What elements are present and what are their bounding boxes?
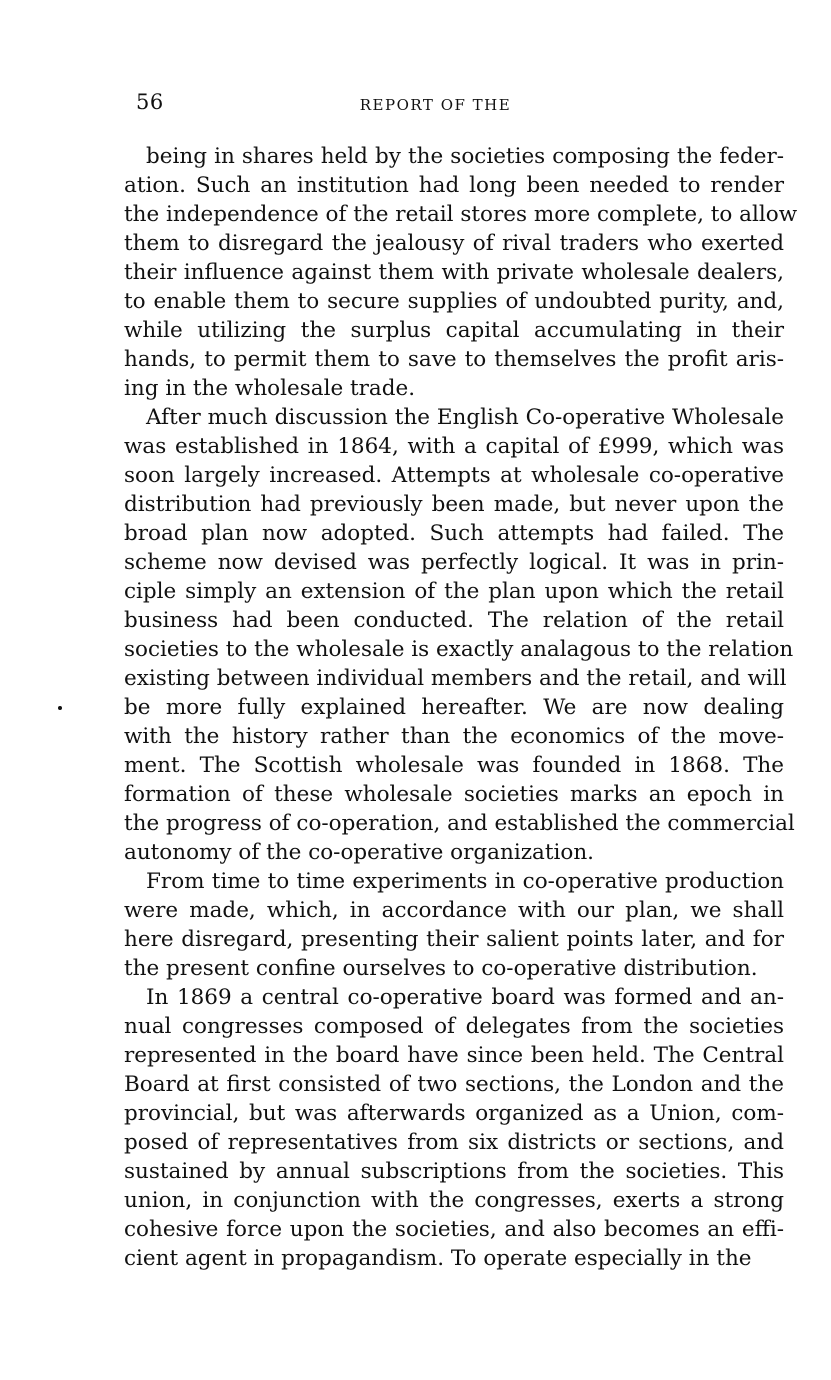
paragraph: [124, 983, 784, 1273]
paragraph: [124, 403, 795, 867]
text-line: soon largely increased. Attempts at wholesale co-operative: [124, 463, 784, 488]
text-line: here disregard, presenting their salient points later, and for: [124, 927, 784, 952]
text-line: represented in the board have since been held. The Central: [124, 1043, 784, 1068]
text-line: ment. The Scottish wholesale was founded in 1868. The: [124, 753, 784, 778]
text-line: In 1869 a central co-operative board was formed and an-: [146, 985, 784, 1010]
text-line: being in shares held by the societies composing the feder-: [146, 144, 784, 169]
text-line: business had been conducted. The relation of the retail: [124, 608, 784, 633]
text-line: be more fully explained hereafter. We are now dealing: [124, 695, 784, 720]
text-line: sustained by annual subscriptions from the societies. This: [124, 1159, 784, 1184]
text-line: were made, which, in accordance with our plan, we shall: [124, 898, 784, 923]
text-line: posed of representatives from six districts or sections, and: [124, 1130, 784, 1155]
text-line: existing between individual members and the retail, and will: [124, 666, 787, 691]
text-line: formation of these wholesale societies marks an epoch in: [124, 782, 784, 807]
paragraph: [124, 867, 784, 983]
text-line: provincial, but was afterwards organized as a Union, com-: [124, 1101, 784, 1126]
page-header: [0, 90, 831, 120]
text-line: cient agent in propagandism. To operate especially in the: [124, 1246, 752, 1271]
text-line: ation. Such an institution had long been needed to render: [124, 173, 784, 198]
text-line: the progress of co-operation, and established the commercial: [124, 811, 795, 836]
text-line: was established in 1864, with a capital of £999, which was: [124, 434, 784, 459]
text-line: ing in the wholesale trade.: [124, 376, 416, 401]
text-line: while utilizing the surplus capital accumulating in their: [124, 318, 784, 343]
stray-ink-mark: [58, 706, 62, 710]
text-line: the independence of the retail stores more complete, to allow: [124, 202, 798, 227]
text-line: union, in conjunction with the congresses, exerts a strong: [124, 1188, 784, 1213]
running-head: REPORT OF THE: [359, 96, 512, 114]
text-line: hands, to permit them to save to themselves the profit aris-: [124, 347, 784, 372]
text-line: From time to time experiments in co-operative production: [146, 869, 784, 894]
body-text: [124, 142, 798, 1273]
text-line: to enable them to secure supplies of undoubted purity, and,: [124, 289, 784, 314]
text-line: societies to the wholesale is exactly analagous to the relation: [124, 637, 794, 662]
text-line: broad plan now adopted. Such attempts had failed. The: [124, 521, 784, 546]
text-line: Board at first consisted of two sections, the London and the: [124, 1072, 784, 1097]
text-line: the present confine ourselves to co-operative distribution.: [124, 956, 758, 981]
text-line: autonomy of the co-operative organization.: [124, 840, 594, 865]
text-line: with the history rather than the economics of the move-: [124, 724, 784, 749]
text-line: their influence against them with private wholesale dealers,: [124, 260, 784, 285]
text-line: distribution had previously been made, but never upon the: [124, 492, 784, 517]
text-line: cohesive force upon the societies, and also becomes an effi-: [124, 1217, 784, 1242]
page-number: 56: [136, 90, 164, 114]
text-line: nual congresses composed of delegates from the societies: [124, 1014, 784, 1039]
text-line: After much discussion the English Co-operative Wholesale: [146, 405, 784, 430]
text-line: ciple simply an extension of the plan upon which the retail: [124, 579, 784, 604]
paragraph: [124, 142, 798, 403]
text-line: scheme now devised was perfectly logical. It was in prin-: [124, 550, 784, 575]
text-line: them to disregard the jealousy of rival traders who exerted: [124, 231, 784, 256]
